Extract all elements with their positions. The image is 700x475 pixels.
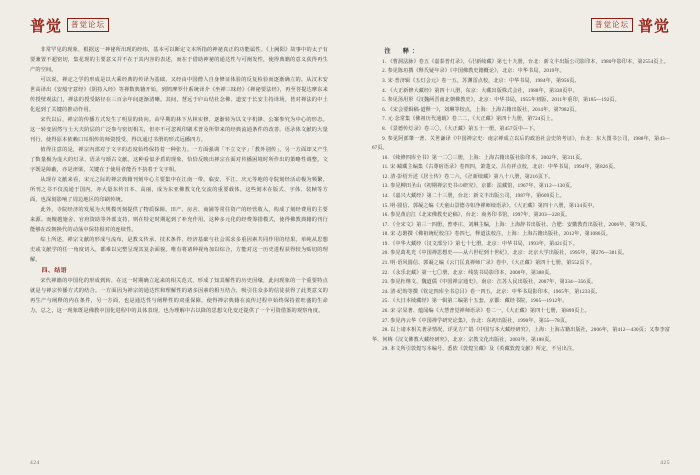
note-item: 11. 宋·赜藏主编集《古尊宿语录》卷四四，萧萐父、吕有祥点校，北京：中华书局，1994年，第826页。 (382, 164, 619, 171)
section-paragraph: 宋代禅籍的中国化的形成到转，在这一时期确立起来的相关范式，形成了知其解性的历史因缘，此问现象的一个重要特点就是与禅宗传播方式的结合。一方面因为禅宗的通达性和理解性的诸多因素的相互结合，吸引住众多的信徒获得了此类意义的再生产与阐释的内在条件，另一方面，也是通达性与阐释性的双重保障，使得禅宗典籍在流传过程中始终保持着旺盛的生命力。总之，这一现象既是佛教中国化进程中的具体表现，也为理解中古以降的思想文化变迁提供了一个可资借鉴的观察角度。 (30, 277, 328, 314)
notes-heading: 注 释： (384, 48, 422, 55)
note-item: 8. 《景德传灯录》卷三〇，《大正藏》第五十一册，第457页中—下。 (382, 125, 539, 132)
note-item: 10. 《续修四库全书》第一二〇三册，上海：上海古籍出版社影印本，2002年，第311页。 (382, 154, 586, 161)
body-paragraph: 综上所述，禅宗文献的形成与流布，是教义传承、技术条件、经济基础与社会需求多重因素共同作用的结果。单纯从思想史或文献学的任一角度切入，都难以完整呈现其复杂面貌。唯有将诸种视角加以综合，方能对这一历史进程获得较为贴切的理解。 (30, 236, 328, 263)
note-item: 9. 参见阿部肇一著、关世谦译《中国禅宗史：南宗禅成立以后的政治社会史的考证》，台北：东大图书公司，1988年，第43—67页。 (372, 135, 670, 152)
note-item: 28. 以上诸本相关著录情况，详见方广锠《中国写本大藏经研究》，上海：上海古籍出版社，2006年，第412—430页；又参李富华、何梅《汉文佛教大藏经研究》，北京：宗教文化出版社，2003年，第188页。 (372, 327, 670, 343)
header-tag: 普觉论坛 (591, 18, 633, 33)
body-paragraph: 非常罕见的现象，根据这一神祕所出现的经纬，基本可以断定文本所指的神祕真正的功能属性。《上阙阳》故事中的太子有要兼置不超密切，集花现的主要意义并不在于其内容的表述，而在于借助神祕的通达性与可阐发性，使得典籍的意义获得再生产的空间。 (30, 47, 328, 73)
body-paragraph: 可以说，禅定之学的形成是以大乘经典的传译为基础，又经由中国僧人自身修证体验的反复检验而逐渐确立的。从汉末安世高译出《安般守意经》《阴持入经》等禅数典籍开始，到鸠摩罗什系统译介《坐禅三昧经》《禅祕要法经》，再至菩提达摩东来传授壁观法门，禅法的授受路径在三百余年间逐渐清晰。其间，慧远于庐山结社念佛、道安于长安主持译场，皆对禅法的中土化起到了关键的推动作用。 (30, 76, 328, 113)
body-paragraph: 宋代以后，禅宗的传播方式发生了明显的转向。由早期的林下丛林实修，逐渐转为以文字机锋、公案参究为中心的形态。这一转变固然与士大夫阶层的广泛参与密切相关，但亦不可忽视印刷术普及所带来的经典流通条件的改善。语录体文献的大量刊行，使得原本依赖口耳相传的师资授受，得以通过书册的形式远播四方。 (30, 116, 328, 143)
note-item: 21. 明·语风圆信、郭凝之编《云门匡真禅师广录》卷中，《大正藏》第四十七册，第552页下。 (382, 260, 596, 267)
page-number-left: 424 (30, 460, 40, 466)
left-body-column (30, 46, 328, 317)
note-item: 3. 宋·普济辑《五灯会元》卷一五，苏渊雷点校，北京：中华书局，1984年，第956页。 (382, 78, 580, 85)
note-item: 25. 《大日本续藏经》第一辑第二编第十五套，京都：藏经书院，1905—1912年。 (382, 298, 568, 305)
right-notes-column (372, 46, 670, 355)
note-item: 23. 参见杜继文、魏道儒《中国禅宗通史》，南京：江苏人民出版社，2007年，第334—356页。 (382, 279, 597, 286)
page-number-right: 425 (660, 460, 670, 466)
note-item: 14. 《嘉兴大藏经》第二十三册，台北：新文丰出版公司，1987年，第609页上。 (382, 193, 565, 199)
body-paragraph: 此外，寺院经济的发展为大规模刊刻提供了物质保障。田产、房舍、商铺等常住资产的经营收入，构成了刻经费用的主要来源。而檀越施舍、官府资助等外部支持，则在特定时期起到了补充作用。这种多元化的经费筹措模式，使得佛教典籍的刊行能够在改朝换代的动荡中保持相对的连续性。 (30, 206, 328, 233)
note-item: 24. 清·纪昀等撰《钦定四库全书总目》卷一四五，北京：中华书局影印本，1965年，第1233页。 (382, 288, 601, 295)
note-item: 15. 明·圆信、郭凝之编《天童山景德寺如净禅师续语录》，《大正藏》第四十八册，第134页中。 (382, 202, 598, 209)
note-item: 20. 参见葛兆光《中国禅思想史——从六世纪到十世纪》，北京：北京大学出版社，1995年，第276—301页。 (382, 250, 628, 257)
header-tag: 普觉论坛 (67, 18, 109, 33)
note-item: 18. 宋·志磐撰《佛祖统纪校注》卷四七，释道法校注，上海：上海古籍出版社，2012年，第1086页。 (382, 231, 611, 238)
note-item: 22. 《永乐北藏》第一七〇册，北京：线装书局影印本，2000年，第388页。 (382, 269, 555, 276)
note-item: 17. 《全宋文》第三一四册，曾枣庄、刘琳主编，上海：上海辞书出版社、合肥：安徽教育出版社，2006年，第79页。 (382, 221, 651, 228)
brand-title: 普觉 (30, 16, 63, 35)
note-item: 13. 参见柳田圣山《初期禅宗史书の研究》，京都：法藏馆，1967年，第112—130页。 (382, 183, 576, 190)
note-item: 6. 《宋会要辑稿·道释一》，刘琳等校点，上海：上海古籍出版社，2014年，第7982页。 (382, 106, 580, 113)
note-item: 2. 参见陈垣撰《释氏疑年录》《中国佛教史籍概论》，北京：中华书局，2019年。 (382, 68, 565, 75)
note-item: 1. 《曹洞法脉》卷五《嘉泰普灯录》，《卍新续藏》第七十九册，台北：新文丰出版公司影印本，1980年影印本，第2554页上。 (382, 58, 669, 65)
body-paragraph: 从现存文献来看，宋元之际的禅宗典籍刊刻中心主要集中在江南一带。临安、平江、庆元等地的寺院刻经活动极为频繁，所刊之书不仅流通于国内，亦大量东传日本、高丽，成为东亚佛教文化交流的重要载体。这些刻本在版式、字体、装帧等方面，也深刻影响了周边地区的印刷传统。 (30, 176, 328, 203)
note-item: 5. 参见汤用彤《汉魏两晋南北朝佛教史》，北京：中华书局，1955年初版，2011年重印，第185—192页。 (382, 97, 620, 104)
note-item: 19. 《中华大藏经（汉文部分）》第七十七册，北京：中华书局，1993年，第421页下。 (382, 240, 578, 247)
section-heading: 四、结语 (41, 267, 68, 274)
note-item: 26. 宋·宗杲著、蕴闻编《大慧普觉禅师语录》卷二一，《大正藏》第四十七册，第899页上。 (382, 307, 590, 314)
note-item: 4. 《大正新修大藏经》第四十八册，东京：大藏出版株式会社，1988年，第338页中。 (382, 87, 578, 94)
brand-title: 普觉 (637, 16, 670, 35)
note-item: 29. 本文所引敦煌写本编号，悉依《敦煌宝藏》及《英藏敦煌文献》所定，不另出注。 (382, 346, 578, 353)
left-running-head (30, 14, 328, 36)
note-item: 7. 元·念常集《佛祖历代通载》卷二二，《大正藏》第四十九册，第724页上。 (382, 116, 557, 123)
note-item: 12. 清·彭绍升述《居士传》卷二六，《卍新续藏》第八十八册，第216页下。 (382, 173, 554, 180)
note-item: 16. 参见黄启江《北宋佛教史论稿》，台北：商务印书馆，1997年，第203—228页。 (382, 212, 571, 219)
right-page (350, 0, 700, 475)
body-paragraph: 值得注意的是，禅宗内部对于文字的态度始终保持着一种张力。一方面强调「不立文字」「教外别传」，另一方面却又产生了数量极为庞大的灯录、语录与颂古文献。这种看似矛盾的现象，恰恰反映出禅宗在面对传播困境时所作出的策略性调整。文字既是障蔽，亦是津梁，关键在于使用者能否不执着于文字相。 (30, 146, 328, 173)
right-running-head (372, 14, 670, 36)
note-item: 27. 参见冉云华《中国禅学研究论集》，台北：东初出版社，1990年，第55—78页。 (382, 317, 571, 324)
